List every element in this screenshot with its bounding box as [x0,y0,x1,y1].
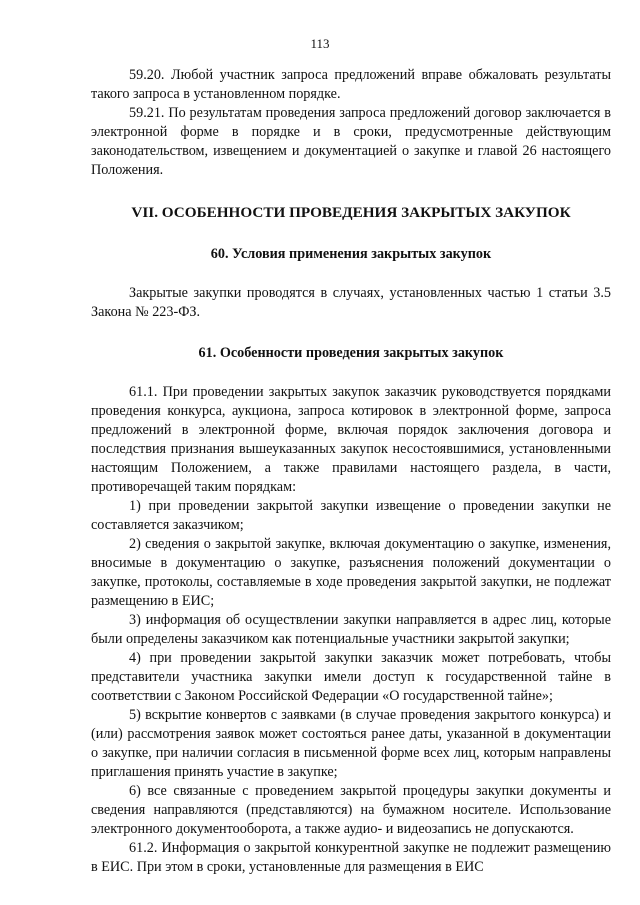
section-title-60: 60. Условия применения закрытых закупок [210,246,492,262]
document-body [91,66,611,877]
paragraph-61-1-item-2: 2) сведения о закрытой закупке, включая документацию о закупке, изменения, вносимые в документацию о закупке, разъяснения положений документации о закупке, протоколы, составляемые в ходе проведения закрытой закупки, не подлежат размещению в ЕИС; [91,536,611,609]
paragraph-60: Закрытые закупки проводятся в случаях, установленных частью 1 статьи 3.5 Закона № 223-ФЗ. [91,285,611,320]
paragraph-59-21: 59.21. По результатам проведения запроса предложений договор заключается в электронной форме в порядке и в сроки, предусмотренные действующим законодательством, извещением и документацией о закупке и главой 26 настоящего Положения. [91,105,611,178]
paragraph-61-1-item-4: 4) при проведении закрытой закупки заказчик может потребовать, чтобы представители участника закупки имели доступ к государственной тайне в соответствии с Законом Российской Федерации «О государственной тайне»; [91,650,611,704]
paragraph-59-20: 59.20. Любой участник запроса предложений вправе обжаловать результаты такого запроса в установленном порядке. [91,67,611,102]
paragraph-61-1: 61.1. При проведении закрытых закупок заказчик руководствуется порядками проведения конкурса, аукциона, запроса котировок в электронной форме, запроса предложений в электронной форме, включая порядок заключения договора и последствия признания вышеуказанных закупок несостоявшимися, установленными настоящим Положением, а также правилами настоящего раздела, в части, противоречащей таким порядкам: [91,384,611,495]
paragraph-61-1-item-3: 3) информация об осуществлении закупки направляется в адрес лиц, которые были определены заказчиком как потенциальные участники закрытой закупки; [91,612,611,647]
paragraph-61-1-item-5: 5) вскрытие конвертов с заявками (в случае проведения закрытого конкурса) и (или) рассмотрения заявок может состояться ранее даты, указанной в документации о закупке, при наличии согласия в письменной форме всех лиц, которым направлены приглашения принять участие в закупке; [91,707,611,780]
paragraph-61-1-item-1: 1) при проведении закрытой закупки извещение о проведении закупки не составляется заказчиком; [91,498,611,533]
paragraph-61-2: 61.2. Информация о закрытой конкурентной закупке не подлежит размещению в ЕИС. При этом в сроки, установленные для размещения в ЕИС [91,840,611,875]
paragraph-61-1-item-6: 6) все связанные с проведением закрытой процедуры закупки документы и сведения направляются (представляются) на бумажном носителе. Использование электронного документооборота, а также аудио- и видеозапись не допускаются. [91,783,611,837]
section-title-61: 61. Особенности проведения закрытых закупок [198,345,504,361]
page-number: 113 [310,36,330,51]
chapter-title-vii: VII. ОСОБЕННОСТИ ПРОВЕДЕНИЯ ЗАКРЫТЫХ ЗАКУПОК [131,204,571,221]
